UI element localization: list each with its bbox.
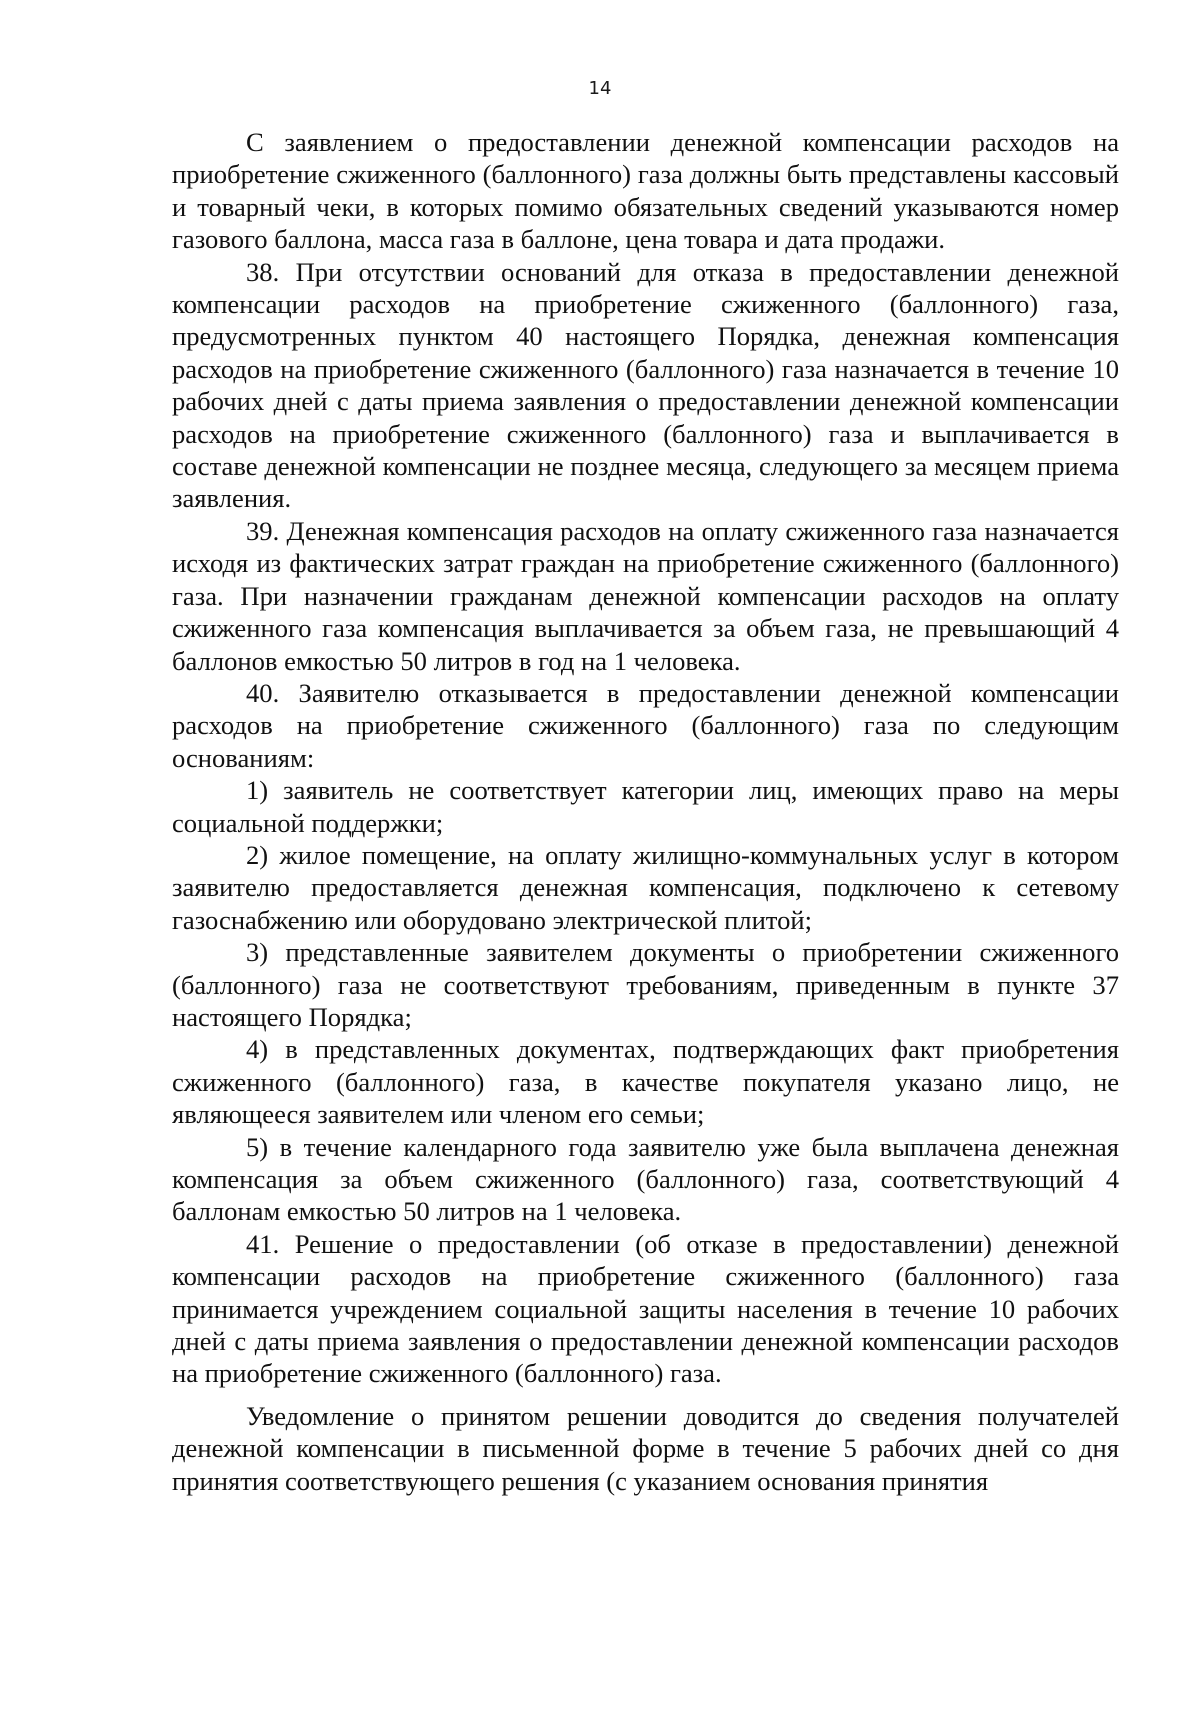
paragraph-receipts-requirement: С заявлением о предоставлении денежной компенсации расходов на приобретение сжиженного (баллонного) газа должны быть представлены кассовый и товарный чеки, в которых помимо обязательных сведений указываются номер газового баллона, масса газа в баллоне, цена товара и дата продажи. [172,127,1119,255]
list-item-1: 1) заявитель не соответствует категории лиц, имеющих право на меры социальной поддержки; [172,775,1119,838]
list-item-5: 5) в течение календарного года заявителю уже была выплачена денежная компенсация за объем сжиженного (баллонного) газа, соответствующий 4 баллонам емкостью 50 литров на 1 человека. [172,1131,1119,1227]
document-body [172,126,1119,1497]
paragraph-41: 41. Решение о предоставлении (об отказе в предоставлении) денежной компенсации расходов на приобретение сжиженного (баллонного) газа принимается учреждением социальной защиты населения в течение 10 рабочих дней с даты приема заявления о предоставлении денежной компенсации расходов на приобретение сжиженного (баллонного) газа. [172,1228,1119,1389]
paragraph-38: 38. При отсутствии оснований для отказа в предоставлении денежной компенсации расходов на приобретение сжиженного (баллонного) газа, предусмотренных пунктом 40 настоящего Порядка, денежная компенсация расходов на приобретение сжиженного (баллонного) газа назначается в течение 10 рабочих дней с даты приема заявления о предоставлении денежной компенсации расходов на приобретение сжиженного (баллонного) газа и выплачивается в составе денежной компенсации не позднее месяца, следующего за месяцем приема заявления. [172,256,1119,514]
paragraph-40: 40. Заявителю отказывается в предоставлении денежной компенсации расходов на приобретение сжиженного (баллонного) газа по следующим основаниям: [172,677,1119,773]
list-item-4: 4) в представленных документах, подтверждающих факт приобретения сжиженного (баллонного) газа, в качестве покупателя указано лицо, не являющееся заявителем или членом его семьи; [172,1034,1119,1130]
list-item-3: 3) представленные заявителем документы о приобретении сжиженного (баллонного) газа не соответствуют требованиям, приведенным в пункте 37 настоящего Порядка; [172,937,1119,1032]
paragraph-39: 39. Денежная компенсация расходов на оплату сжиженного газа назначается исходя из фактических затрат граждан на приобретение сжиженного (баллонного) газа. При назначении гражданам денежной компенсации расходов на оплату сжиженного газа компенсация выплачивается за объем газа, не превышающий 4 баллонов емкостью 50 литров в год на 1 человека. [172,515,1119,676]
page-number: 14 [588,78,612,99]
list-item-2: 2) жилое помещение, на оплату жилищно-коммунальных услуг в котором заявителю предоставляется денежная компенсация, подключено к сетевому газоснабжению или оборудовано электрической плитой; [172,839,1119,935]
paragraph-notification: Уведомление о принятом решении доводится до сведения получателей денежной компенсации в письменной форме в течение 5 рабочих дней со дня принятия соответствующего решения (с указанием основания принятия [172,1400,1119,1496]
